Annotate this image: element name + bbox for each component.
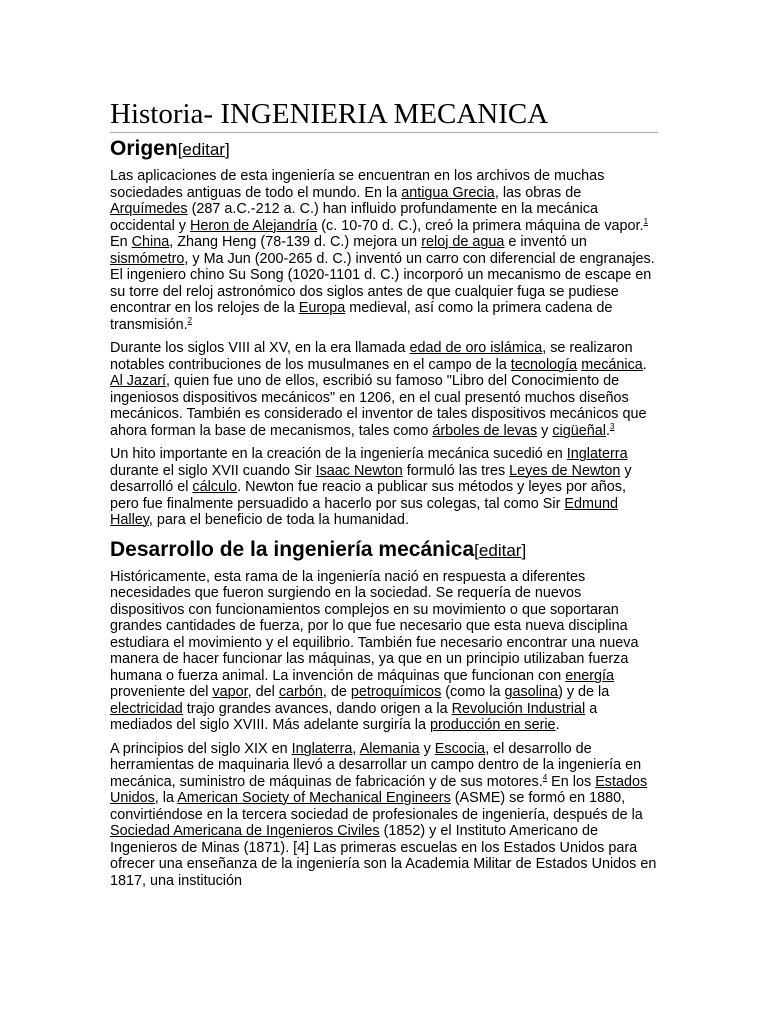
wiki-link[interactable]: China bbox=[131, 234, 170, 250]
wiki-link[interactable]: cigüeñal bbox=[552, 422, 606, 439]
paragraph-text: Históricamente, esta rama de la ingeniería nació en respuesta a diferentes necesidades que fueron surgiendo en la sociedad. Se requería de nuevos dispositivos con funcionamientos complejos en su movimiento o que soportaran grandes cantidades de fuerza, por lo que fue necesario que esta nueva disciplina estudiara el movimiento y el equilibrio. También fue necesario encontrar una nueva manera de hacer funcionar las máquinas, ya que en un principio utilizaban fuerza humana o fuerza animal. La invención de máquinas que funcionan con bbox=[110, 568, 639, 684]
section-heading-text: Desarrollo de la ingeniería mecánica bbox=[110, 537, 475, 561]
paragraph-text: , se realizaron notables contribuciones de los musulmanes en el campo de la bbox=[110, 340, 633, 373]
wiki-link[interactable]: Leyes de Newton bbox=[509, 462, 621, 479]
paragraph-text: trajo grandes avances, dando origen a la bbox=[182, 700, 452, 717]
paragraph-text: , las obras de bbox=[494, 184, 582, 201]
wiki-link[interactable]: petroquímicos bbox=[350, 684, 442, 700]
document-page bbox=[110, 96, 658, 896]
wiki-link[interactable]: energía bbox=[565, 667, 615, 684]
paragraph-text: medieval, así como la primera cadena de transmisión. bbox=[110, 300, 613, 333]
wiki-link[interactable]: árboles de levas bbox=[432, 422, 538, 439]
wiki-link[interactable]: Inglaterra bbox=[291, 740, 353, 757]
paragraph bbox=[110, 446, 658, 529]
wiki-link[interactable]: Sociedad Americana de Ingenieros Civiles bbox=[110, 823, 380, 839]
wiki-link[interactable]: vapor bbox=[212, 684, 248, 700]
paragraph-text: En bbox=[110, 234, 132, 250]
wiki-link[interactable]: gasolina bbox=[504, 684, 559, 700]
paragraph-text: y desarrolló el bbox=[110, 462, 632, 495]
paragraph-text: , para el beneficio de toda la humanidad. bbox=[148, 512, 409, 528]
wiki-link[interactable]: Inglaterra bbox=[566, 446, 628, 462]
section-origen bbox=[110, 135, 658, 529]
paragraph bbox=[110, 569, 658, 734]
wiki-link[interactable]: producción en serie bbox=[429, 717, 556, 733]
paragraph-text: proveniente del bbox=[110, 684, 213, 700]
paragraph-text: Un hito importante en la creación de la ingeniería mecánica sucedió en bbox=[110, 446, 567, 462]
footnote-ref[interactable] bbox=[644, 217, 648, 226]
paragraph-text: . bbox=[555, 717, 560, 733]
edit-link-wrapper: [editar] bbox=[177, 140, 230, 159]
wiki-link[interactable]: reloj de agua bbox=[421, 234, 505, 250]
wiki-link[interactable]: tecnología bbox=[510, 356, 578, 373]
paragraph-text: (ASME) se formó en 1880, convirtiéndose en la tercera sociedad de profesionales de ingeniería, después de la bbox=[110, 790, 643, 823]
wiki-link[interactable]: cálculo bbox=[192, 479, 238, 495]
paragraph-text: , quien fue uno de ellos, escribió su famoso "Libro del Conocimiento de ingeniosos dispositivos mecánicos" en 1206, en el cual presentó muchos diseños mecánicos. También es considerado el inventor de tales dispositivos mecánicos que ahora forman la base de mecanismos, tales como bbox=[110, 373, 647, 439]
wiki-link[interactable]: Estados Unidos bbox=[110, 773, 648, 806]
paragraph-text: y bbox=[419, 740, 435, 757]
paragraph bbox=[110, 741, 658, 890]
paragraph bbox=[110, 340, 658, 439]
footnote-link[interactable]: 4 bbox=[542, 772, 548, 782]
paragraph-text: durante el siglo XVII cuando Sir bbox=[110, 462, 316, 479]
wiki-link[interactable]: mecánica bbox=[581, 356, 643, 373]
wiki-link[interactable]: Al Jazarí bbox=[110, 373, 166, 389]
paragraph-text: y bbox=[537, 422, 553, 439]
wiki-link[interactable]: Arquímedes bbox=[110, 201, 188, 217]
paragraph-text: . bbox=[642, 356, 647, 373]
wiki-link[interactable]: Revolución Industrial bbox=[451, 700, 586, 717]
paragraph-text: , la bbox=[154, 790, 178, 806]
wiki-link[interactable]: antigua Grecia bbox=[401, 184, 495, 201]
paragraph-text: Durante los siglos VIII al XV, en la era llamada bbox=[110, 340, 410, 356]
section-heading bbox=[110, 536, 658, 565]
wiki-link[interactable]: Isaac Newton bbox=[315, 462, 403, 479]
wiki-link[interactable]: carbón bbox=[278, 684, 323, 700]
edit-link[interactable]: editar bbox=[478, 540, 522, 560]
wiki-link[interactable]: Escocia bbox=[434, 740, 486, 757]
footnote-link[interactable]: 3 bbox=[609, 421, 615, 431]
wiki-link[interactable]: Edmund Halley bbox=[110, 495, 618, 528]
paragraph bbox=[110, 168, 658, 333]
paragraph-text: e inventó un bbox=[504, 234, 587, 250]
wiki-link[interactable]: Europa bbox=[298, 300, 346, 316]
paragraph-text: (287 a.C.-212 a. C.) han influido profundamente en la mecánica occidental y bbox=[110, 201, 598, 234]
footnote-ref[interactable] bbox=[188, 316, 192, 325]
paragraph-text: ) y de la bbox=[558, 684, 610, 700]
paragraph-text: , Zhang Heng (78-139 d. C.) mejora un bbox=[169, 234, 422, 250]
paragraph-text: , bbox=[352, 740, 360, 757]
footnote-link[interactable]: 1 bbox=[643, 216, 649, 226]
section-desarrollo bbox=[110, 536, 658, 890]
wiki-link[interactable]: electricidad bbox=[110, 700, 183, 717]
edit-link[interactable]: editar bbox=[182, 140, 225, 159]
wiki-link[interactable]: Alemania bbox=[359, 740, 420, 757]
paragraph-text: (1852) y el Instituto Americano de Ingenieros de Minas (1871). [4] Las primeras escuelas en los Estados Unidos para ofrecer una enseñanza de la ingeniería son la Academia Militar de Estados Unidos en 1817, una institución bbox=[110, 823, 657, 889]
page-title: Historia- INGENIERIA MECANICA bbox=[110, 96, 658, 133]
section-heading-text: Origen bbox=[110, 137, 178, 160]
footnote-ref[interactable] bbox=[610, 422, 614, 431]
paragraph-text: , del bbox=[247, 684, 279, 700]
paragraph-text: , el desarrollo de herramientas de maquinaria llevó a desarrollar un campo dentro de la ingeniería en mecánica, suministro de máquinas de fabricación y de sus motores. bbox=[110, 740, 642, 790]
paragraph-text: , de bbox=[322, 684, 351, 700]
wiki-link[interactable]: edad de oro islámica bbox=[409, 340, 543, 356]
wiki-link[interactable]: American Society of Mechanical Engineers bbox=[177, 790, 451, 806]
paragraph-text: . bbox=[605, 422, 610, 439]
wiki-link[interactable]: Heron de Alejandría bbox=[190, 217, 318, 234]
footnote-link[interactable]: 2 bbox=[187, 315, 193, 325]
wiki-link[interactable]: sismómetro bbox=[110, 250, 185, 267]
paragraph-text: Las aplicaciones de esta ingeniería se encuentran en los archivos de muchas sociedades antiguas de todo el mundo. En la bbox=[110, 168, 605, 201]
paragraph-text: En los bbox=[547, 773, 596, 790]
section-heading bbox=[110, 135, 658, 164]
paragraph-text: (como la bbox=[441, 684, 505, 700]
paragraph-text: (c. 10-70 d. C.), creó la primera máquina de vapor. bbox=[317, 217, 644, 234]
edit-link-wrapper: [editar] bbox=[474, 540, 527, 560]
paragraph-text: A principios del siglo XIX en bbox=[110, 740, 292, 757]
paragraph-text: formuló las tres bbox=[402, 462, 510, 479]
paragraph-text: , y Ma Jun (200-265 d. C.) inventó un carro con diferencial de engranajes. El ingeniero chino Su Song (1020-1101 d. C.) incorporó un mecanismo de escape en su torre del reloj astronómico dos siglos antes de que cualquier fuga se pudiese encontrar en los relojes de la bbox=[110, 250, 655, 316]
paragraph-text: a mediados del siglo XVIII. Más adelante surgiría la bbox=[110, 700, 598, 733]
paragraph-text: . Newton fue reacio a publicar sus métodos y leyes por años, pero fue finalmente persuadido a hacerlo por sus colegas, tal como Sir bbox=[110, 479, 626, 512]
